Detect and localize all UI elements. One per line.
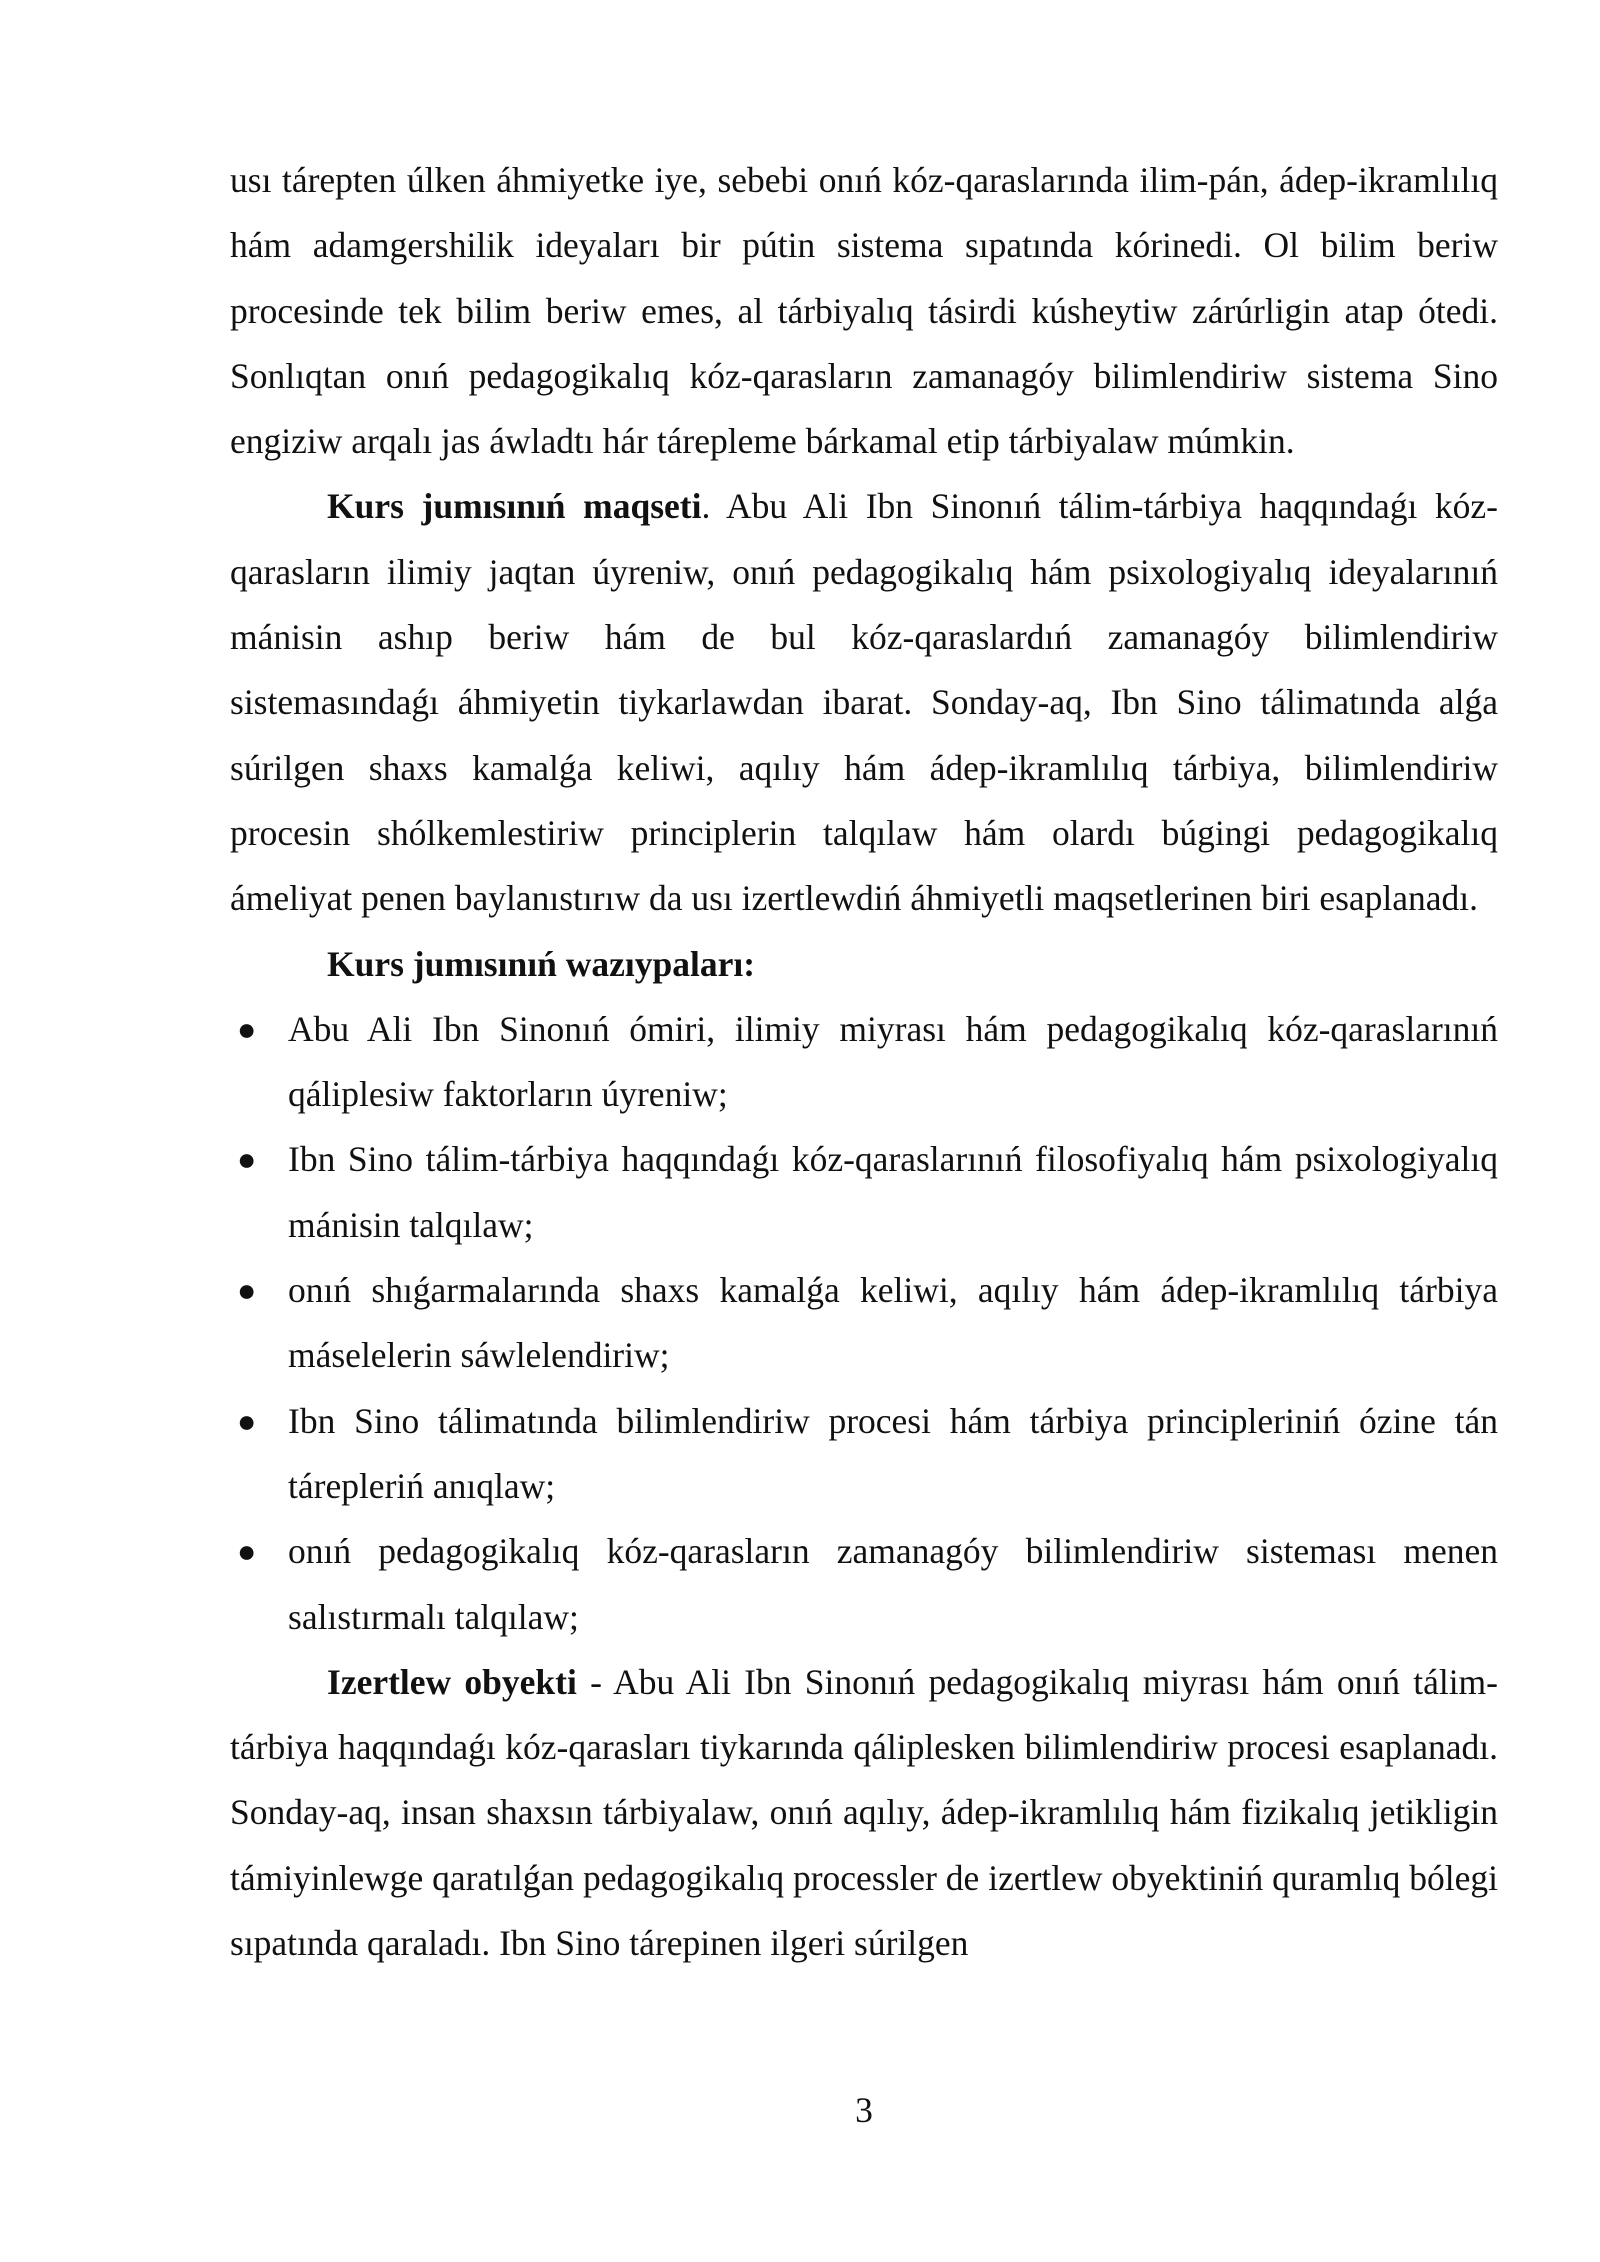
object-heading: Izertlew obyekti bbox=[327, 1661, 577, 1702]
tasks-list bbox=[230, 997, 1498, 1650]
aim-heading: Kurs jumısınıń maqseti bbox=[327, 486, 702, 527]
bullet-icon: ● bbox=[237, 1402, 257, 1439]
bullet-icon: ● bbox=[237, 1533, 257, 1570]
page-number: 3 bbox=[855, 2090, 873, 2130]
document-page bbox=[230, 148, 1498, 1976]
bullet-icon: ● bbox=[237, 1010, 257, 1047]
aim-text: . Abu Ali Ibn Sinonıń tálim-tárbiya haqqındaǵı kóz-qarasların ilimiy jaqtan úyreniw, onıń pedagogikalıq hám psixologiyalıq ideyalarınıń mánisin ashıp beriw hám de bul kóz-qaraslardıń zamanagóy bilimlendiriw sistemasındaǵı áhmiyetin tiykarlawdan ibarat. Sonday-aq, Ibn Sino tálimatında alǵa súrilgen shaxs kamalǵa keliwi, aqılıy hám ádep-ikramlılıq tárbiya, bilimlendiriw procesin shólkemlestiriw principlerin talqılaw hám olardı búgingi pedagogikalıq ámeliyat penen baylanıstırıw da usı izertlewdiń áhmiyetli maqsetlerinen biri esaplanadı. bbox=[230, 486, 1498, 919]
list-item bbox=[230, 1127, 1498, 1258]
list-item-text: Ibn Sino tálim-tárbiya haqqındaǵı kóz-qaraslarınıń filosofiyalıq hám psixologiyalıq mánisin talqılaw; bbox=[288, 1139, 1498, 1245]
bullet-icon: ● bbox=[237, 1141, 257, 1178]
list-item bbox=[230, 1258, 1498, 1389]
list-item-text: onıń pedagogikalıq kóz-qarasların zamanagóy bilimlendiriw sisteması menen salıstırmalı talqılaw; bbox=[288, 1531, 1498, 1637]
object-text: - Abu Ali Ibn Sinonıń pedagogikalıq miyrası hám onıń tálim-tárbiya haqqındaǵı kóz-qarasları tiykarında qáliplesken bilimlendiriw procesi esaplanadı. Sonday-aq, insan shaxsın tárbiyalaw, onıń aqılıy, ádep-ikramlılıq hám fizikalıq jetikligin támiyinlewge qaratılǵan pedagogikalıq processler de izertlew obyektiniń quramlıq bólegi sıpatında qaraladı. Ibn Sino tárepinen ilgeri súrilgen bbox=[230, 1661, 1498, 1964]
list-item bbox=[230, 1519, 1498, 1650]
bullet-icon: ● bbox=[237, 1272, 257, 1309]
list-item-text: onıń shıǵarmalarında shaxs kamalǵa keliwi, aqılıy hám ádep-ikramlılıq tárbiya máselelerin sáwlelendiriw; bbox=[288, 1270, 1498, 1376]
list-item bbox=[230, 1389, 1498, 1520]
list-item bbox=[230, 997, 1498, 1128]
tasks-heading: Kurs jumısınıń wazıypaları: bbox=[327, 943, 756, 984]
list-item-text: Ibn Sino tálimatında bilimlendiriw procesi hám tárbiya principleriniń ózine tán tárepleriń anıqlaw; bbox=[288, 1400, 1498, 1506]
aim-paragraph bbox=[230, 474, 1498, 931]
list-item-text: Abu Ali Ibn Sinonıń ómiri, ilimiy miyrası hám pedagogikalıq kóz-qaraslarınıń qáliplesiw faktorların úyreniw; bbox=[288, 1008, 1498, 1115]
object-paragraph bbox=[230, 1650, 1498, 1976]
intro-paragraph: usı tárepten úlken áhmiyetke iye, sebebi onıń kóz-qaraslarında ilim-pán, ádep-ikramlılıq hám adamgershilik ideyaları bir pútin sistema sıpatında kórinedi. Ol bilim beriw procesinde tek bilim beriw emes, al tárbiyalıq tásirdi kúsheytiw zárúrligin atap ótedi. Sonlıqtan onıń pedagogikalıq kóz-qarasların zamanagóy bilimlendiriw sistema Sino engiziw arqalı jas áwladtı hár tárepleme bárkamal etip tárbiyalaw múmkin. bbox=[230, 160, 1498, 462]
